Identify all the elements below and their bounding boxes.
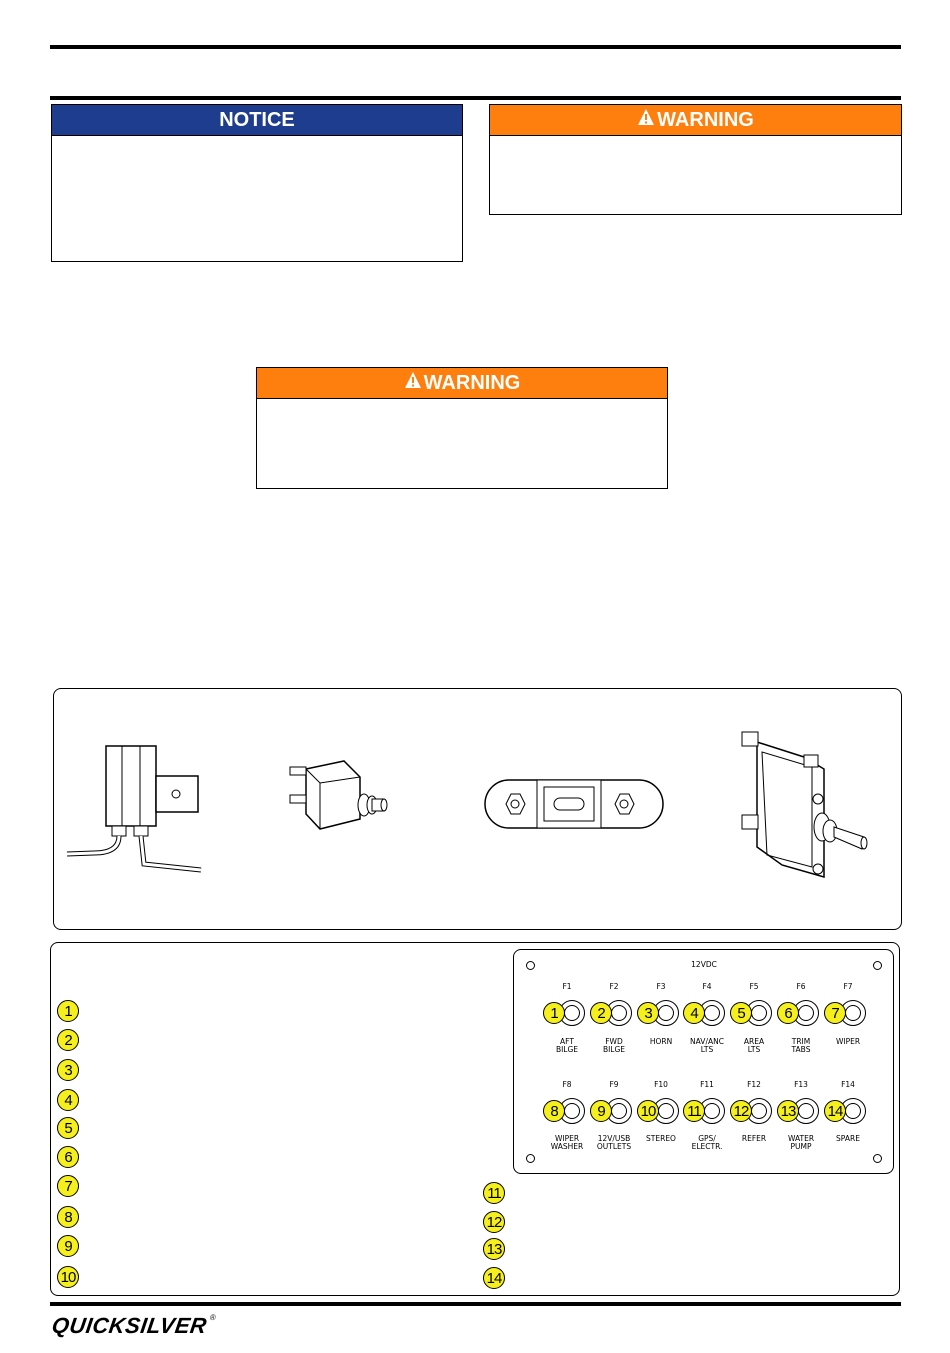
fuse-id-label: F10 [654, 1080, 668, 1089]
fuse-callout: 1 [543, 1002, 565, 1024]
warning-header-middle [257, 368, 667, 399]
fuse-holder-inner-icon [845, 1005, 861, 1021]
fuse-callout: 3 [637, 1002, 659, 1024]
fuse-id-label: F12 [747, 1080, 761, 1089]
legend-callout: 7 [57, 1175, 79, 1197]
anl-fuse-illustration [482, 775, 667, 835]
fuse-callout: 12 [730, 1100, 752, 1122]
fuse-holder-inner-icon [564, 1103, 580, 1119]
fuse-holder-inner-icon [564, 1005, 580, 1021]
fuse-id-label: F3 [656, 982, 666, 991]
fuse-id-label: F1 [562, 982, 572, 991]
fuse-callout: 2 [590, 1002, 612, 1024]
circuit-devices-panel [53, 688, 902, 930]
fuse-id-label: F9 [609, 1080, 619, 1089]
legend-callout: 2 [57, 1029, 79, 1051]
fuse-id-label: F13 [794, 1080, 808, 1089]
fuse-id-label: F11 [700, 1080, 714, 1089]
push-button-breaker-illustration [282, 759, 397, 854]
fuse-holder-inner-icon [704, 1005, 720, 1021]
fuse-id-label: F5 [749, 982, 759, 991]
fuse-circuit-label: REFER [741, 1134, 767, 1143]
notice-header [52, 105, 462, 136]
section-rule [50, 96, 901, 100]
fuse-callout: 5 [730, 1002, 752, 1024]
fuse-id-label: F14 [841, 1080, 855, 1089]
mounting-hole-icon [526, 1154, 535, 1163]
fuse-callout: 14 [824, 1100, 846, 1122]
legend-callout: 13 [483, 1238, 505, 1260]
fuse-holder-inner-icon [845, 1103, 861, 1119]
legend-callout: 11 [483, 1182, 505, 1204]
fuse-holder-inner-icon [611, 1005, 627, 1021]
warning-box-top [489, 104, 902, 215]
fuse-holder-inner-icon [751, 1103, 767, 1119]
warning-label-middle: WARNING [423, 371, 521, 394]
brand-name: QUICKSILVER [50, 1313, 209, 1338]
mounting-hole-icon [526, 961, 535, 970]
fuse-circuit-label: SPARE [836, 1134, 860, 1143]
fuse-holder-inner-icon [658, 1103, 674, 1119]
legend-callout: 14 [483, 1267, 505, 1289]
fuse-callout: 9 [590, 1100, 612, 1122]
mounting-hole-icon [873, 1154, 882, 1163]
warning-box-middle [256, 367, 668, 489]
fuse-circuit-label: WIPER WASHER [550, 1134, 584, 1151]
fuse-circuit-label: WIPER [835, 1037, 861, 1046]
fuse-id-label: F6 [796, 982, 806, 991]
fuse-callout: 10 [637, 1100, 659, 1122]
legend-callout: 12 [483, 1211, 505, 1233]
fuse-holder-inner-icon [798, 1103, 814, 1119]
fuse-circuit-label: GPS/ ELECTR. [691, 1134, 723, 1151]
fuse-id-label: F8 [562, 1080, 572, 1089]
warning-label-top: WARNING [657, 108, 754, 131]
fuse-circuit-label: HORN [649, 1037, 673, 1046]
fuse-id-label: F7 [843, 982, 853, 991]
warning-header-top [490, 105, 901, 136]
mounting-hole-icon [873, 961, 882, 970]
legend-callout: 5 [57, 1117, 79, 1139]
fuse-circuit-label: WATER PUMP [787, 1134, 815, 1151]
fuse-holder-inner-icon [798, 1005, 814, 1021]
toggle-breaker-illustration [722, 727, 882, 887]
quicksilver-logo [50, 1313, 217, 1339]
fuse-panel-diagram [513, 949, 894, 1174]
fuse-holder-inner-icon [704, 1103, 720, 1119]
fuse-circuit-label: NAV/ANC LTS [690, 1037, 724, 1054]
legend-callout: 1 [57, 1000, 79, 1022]
fuse-id-label: F4 [702, 982, 712, 991]
fuse-callout: 4 [683, 1002, 705, 1024]
fuse-callout: 6 [777, 1002, 799, 1024]
footer-rule [50, 1302, 901, 1306]
fuse-circuit-label: 12V/USB OUTLETS [596, 1134, 632, 1151]
legend-callout: 8 [57, 1206, 79, 1228]
warning-triangle-icon [404, 371, 422, 395]
fuse-holder-inner-icon [658, 1005, 674, 1021]
fuse-circuit-label: AREA LTS [743, 1037, 765, 1054]
registered-mark: ® [209, 1313, 217, 1322]
fuse-callout: 13 [777, 1100, 799, 1122]
notice-box [51, 104, 463, 262]
inline-fuse-holder-illustration [64, 741, 214, 881]
fuse-callout: 8 [543, 1100, 565, 1122]
fuse-holder-inner-icon [751, 1005, 767, 1021]
fuse-callout: 11 [683, 1100, 705, 1122]
legend-callout: 10 [57, 1266, 79, 1288]
top-rule [50, 45, 901, 49]
fuse-circuit-label: STEREO [646, 1134, 676, 1143]
legend-callout: 3 [57, 1059, 79, 1081]
legend-callout: 6 [57, 1146, 79, 1168]
fuse-callout: 7 [824, 1002, 846, 1024]
fuse-id-label: F2 [609, 982, 619, 991]
panel-voltage-label: 12VDC [691, 960, 717, 969]
legend-callout: 4 [57, 1089, 79, 1111]
warning-triangle-icon [637, 108, 655, 132]
fuse-circuit-label: TRIM TABS [791, 1037, 811, 1054]
fuse-circuit-label: AFT BILGE [555, 1037, 579, 1054]
notice-label: NOTICE [219, 108, 295, 131]
fuse-holder-inner-icon [611, 1103, 627, 1119]
fuse-circuit-label: FWD BILGE [602, 1037, 626, 1054]
legend-callout: 9 [57, 1235, 79, 1257]
